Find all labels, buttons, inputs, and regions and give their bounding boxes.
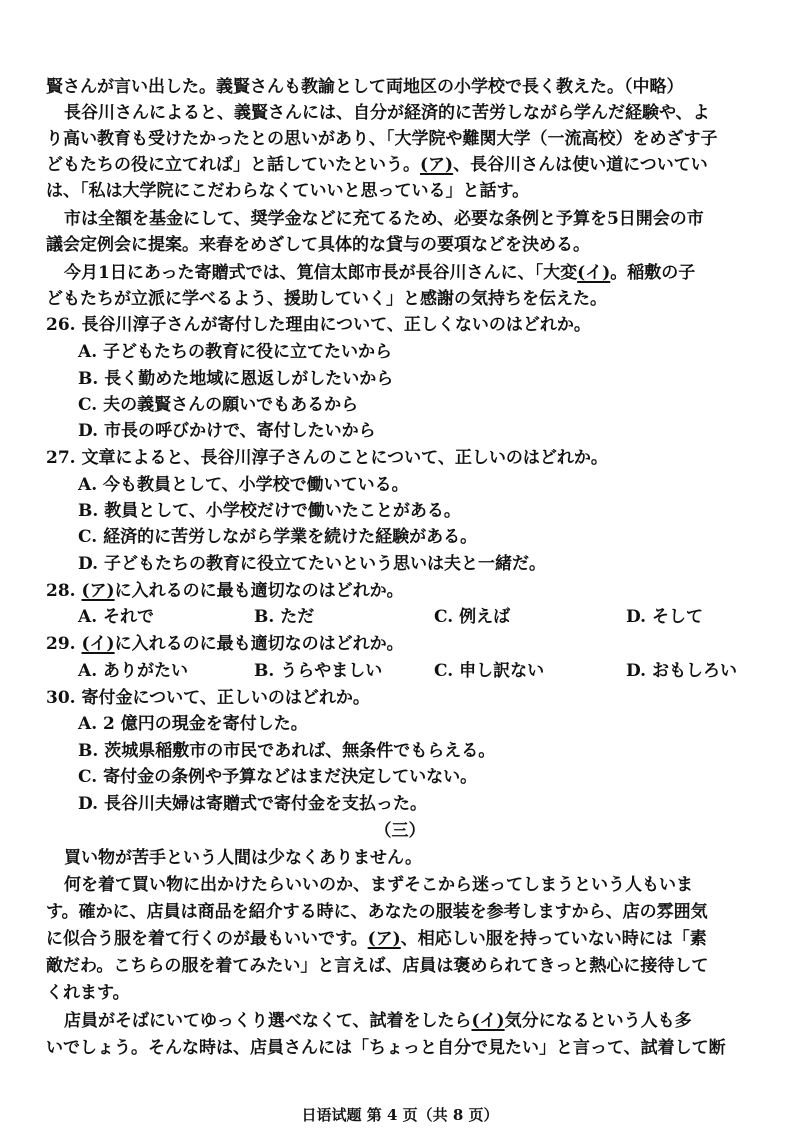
blank-i: (イ) bbox=[471, 1011, 505, 1031]
passage-line: す。確かに、店員は商品を紹介する時に、あなたの服装を参考しますから、店の雰囲気 bbox=[46, 902, 708, 922]
question-30-option-b: B. 茨城県稲敷市の市民であれば、無条件でもらえる。 bbox=[78, 741, 496, 761]
passage-line: 議会定例会に提案。来春をめざして具体的な貸与の要項などを決める。 bbox=[46, 235, 590, 255]
question-30-option-a: A. 2 億円の現金を寄付した。 bbox=[78, 714, 308, 734]
blank-i: (イ) bbox=[577, 263, 611, 283]
question-text: に入れるのに最も適切なのはどれか。 bbox=[114, 581, 404, 601]
question-text: に入れるのに最も適切なのはどれか。 bbox=[114, 634, 404, 654]
question-27-option-c: C. 経済的に苦労しながら学業を続けた経験がある。 bbox=[78, 527, 478, 547]
question-30-option-c: C. 寄付金の条例や予算などはまだ決定していない。 bbox=[78, 767, 478, 787]
question-27-option-a: A. 今も教員として、小学校で働いている。 bbox=[78, 475, 409, 495]
question-28-option-c: C. 例えば bbox=[434, 607, 511, 627]
passage-text: 今月1日にあった寄贈式では、筧信太郎市長が長谷川さんに、「大変 bbox=[64, 263, 578, 283]
passage-line: 何を着て買い物に出かけたらいいのか、まずそこから迷ってしまうという人もいま bbox=[64, 875, 693, 895]
question-number: 29. bbox=[46, 634, 82, 654]
blank-a: (ア) bbox=[420, 155, 454, 175]
question-26-option-d: D. 市長の呼びかけで、寄付したいから bbox=[78, 421, 376, 441]
question-27-option-d: D. 子どもたちの教育に役立てたいという思いは夫と一緒だ。 bbox=[78, 554, 546, 574]
passage-text: 、長谷川さんは使い道についてい bbox=[453, 155, 708, 175]
passage-text: 、相応しい服を持っていない時には「素 bbox=[400, 929, 707, 949]
blank-i: (イ) bbox=[81, 634, 115, 654]
question-29-option-c: C. 申し訳ない bbox=[434, 661, 545, 681]
passage-line: いでしょう。そんな時は、店員さんには「ちょっと自分で見たい」と言って、試着して断 bbox=[46, 1038, 726, 1058]
question-26-option-a: A. 子どもたちの教育に役に立てたいから bbox=[78, 342, 393, 362]
question-26-option-c: C. 夫の義賢さんの願いでもあるから bbox=[78, 395, 359, 415]
question-27-option-b: B. 教員として、小学校だけで働いたことがある。 bbox=[78, 501, 461, 521]
blank-a: (ア) bbox=[367, 929, 401, 949]
question-26-option-b: B. 長く勤めた地域に恩返しがしたいから bbox=[78, 369, 394, 389]
passage-text: 。稲敷の子 bbox=[610, 263, 696, 283]
question-28-option-a: A. それで bbox=[78, 607, 155, 627]
passage-line: 買い物が苦手という人間は少なくありません。 bbox=[64, 848, 423, 868]
passage-line: どもたちが立派に学べるよう、援助していく」と感謝の気持ちを伝えた。 bbox=[46, 289, 607, 309]
passage-text: に似合う服を着て行くのが最もいいです。 bbox=[46, 929, 368, 949]
passage-line: り高い教育も受けたかったとの思いがあり、「大学院や難関大学（一流高校）をめざす子 bbox=[46, 129, 718, 149]
page-footer: 日语试题 第 4 页（共 8 页） bbox=[301, 1106, 499, 1124]
passage-line: 賢さんが言い出した。義賢さんも教諭として両地区の小学校で長く教えた。（中略） bbox=[46, 77, 684, 97]
passage-line: 市は全額を基金にして、奨学金などに充てるため、必要な条例と予算を5日開会の市 bbox=[64, 209, 704, 229]
question-26-stem: 26. 長谷川淳子さんが寄付した理由について、正しくないのはどれか。 bbox=[46, 315, 591, 335]
passage-line: 敵だわ。こちらの服を着てみたい」と言えば、店員は褒められてきっと熱心に接待して bbox=[46, 956, 709, 976]
question-29-stem bbox=[46, 631, 766, 657]
question-28-option-b: B. ただ bbox=[254, 607, 315, 627]
question-28-option-d: D. そして bbox=[626, 607, 703, 627]
passage-line: は、「私は大学院にこだわらなくていいと思っている」と話す。 bbox=[46, 181, 530, 201]
question-30-option-d: D. 長谷川夫婦は寄贈式で寄付金を支払った。 bbox=[78, 794, 427, 814]
question-29-option-d: D. おもしろい bbox=[626, 661, 737, 681]
question-30-stem: 30. 寄付金について、正しいのはどれか。 bbox=[46, 688, 370, 708]
question-29-option-b: B. うらやましい bbox=[254, 661, 383, 681]
question-27-stem: 27. 文章によると、長谷川淳子さんのことについて、正しいのはどれか。 bbox=[46, 448, 608, 468]
passage-line bbox=[46, 152, 766, 178]
passage-text: 店員がそばにいてゆっくり選べなくて、試着をしたら bbox=[64, 1011, 472, 1031]
passage-line: 長谷川さんによると、義賢さんには、自分が経済的に苦労しながら学んだ経験や、よ bbox=[64, 103, 710, 123]
passage-text: 気分になるという人も多 bbox=[504, 1011, 692, 1031]
question-28-stem bbox=[46, 578, 766, 604]
passage-line bbox=[64, 260, 784, 286]
passage-line bbox=[64, 1008, 784, 1034]
question-29-option-a: A. ありがたい bbox=[78, 661, 189, 681]
passage-text: どもたちの役に立てれば」と話していたという。 bbox=[46, 155, 420, 175]
passage-line bbox=[46, 926, 766, 952]
blank-a: (ア) bbox=[81, 581, 115, 601]
section-heading: （三） bbox=[374, 821, 426, 841]
passage-line: くれます。 bbox=[46, 983, 130, 1003]
question-number: 28. bbox=[46, 581, 82, 601]
